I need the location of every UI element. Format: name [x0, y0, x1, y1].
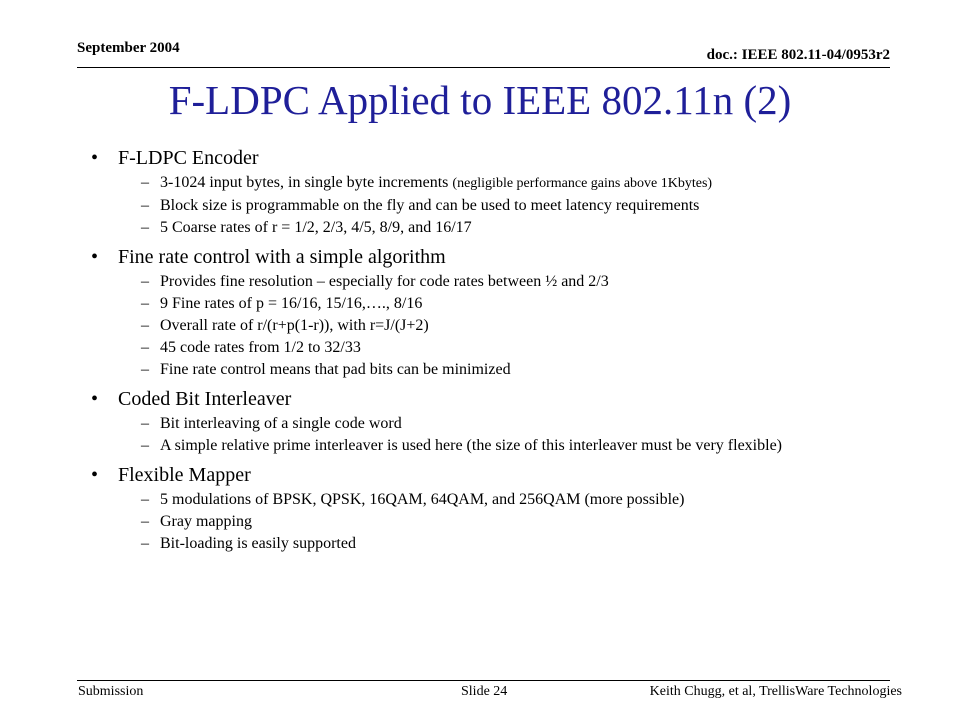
dash-icon: –	[141, 317, 149, 334]
section-fine-rate	[0, 245, 960, 269]
footer-submission: Submission	[78, 684, 144, 699]
list-item-text: 5 modulations of BPSK, QPSK, 16QAM, 64QAM, and 256QAM (more possible)	[160, 491, 685, 508]
list-item	[0, 361, 960, 379]
dash-icon: –	[141, 339, 149, 356]
bullet-icon: •	[91, 246, 99, 268]
section-label: F-LDPC Encoder	[118, 147, 259, 169]
section-label: Fine rate control with a simple algorithm	[118, 246, 446, 268]
list-item	[0, 174, 960, 193]
list-item-text: 45 code rates from 1/2 to 32/33	[160, 339, 361, 356]
bullet-icon: •	[91, 464, 99, 486]
dash-icon: –	[141, 535, 149, 552]
section-encoder	[0, 146, 960, 170]
list-item	[0, 295, 960, 313]
dash-icon: –	[141, 437, 149, 454]
list-item-text: Fine rate control means that pad bits can be minimized	[160, 361, 511, 378]
list-item-text: A simple relative prime interleaver is used here (the size of this interleaver must be very flexible)	[160, 437, 782, 454]
footer-slide-number: Slide 24	[461, 684, 508, 699]
list-item	[0, 197, 960, 215]
section-label: Flexible Mapper	[118, 464, 251, 486]
list-item	[0, 513, 960, 531]
slide-title: F-LDPC Applied to IEEE 802.11n (2)	[168, 77, 792, 123]
dash-icon: –	[141, 513, 149, 530]
dash-icon: –	[141, 415, 149, 432]
list-item	[0, 491, 960, 509]
bullet-icon: •	[91, 388, 99, 410]
list-item-text: Block size is programmable on the fly and can be used to meet latency requirements	[160, 197, 700, 214]
footer-rule	[77, 680, 890, 681]
dash-icon: –	[141, 273, 149, 290]
section-mapper	[0, 463, 960, 487]
dash-icon: –	[141, 295, 149, 312]
dash-icon: –	[141, 361, 149, 378]
section-label: Coded Bit Interleaver	[118, 388, 292, 410]
list-item-text: Bit-loading is easily supported	[160, 535, 356, 552]
list-item	[0, 273, 960, 291]
list-item	[0, 535, 960, 553]
dash-icon: –	[141, 197, 149, 214]
section-interleaver	[0, 387, 960, 411]
list-item-text: 3-1024 input bytes, in single byte increments	[160, 174, 453, 191]
dash-icon: –	[141, 174, 149, 191]
list-item-text: 5 Coarse rates of r = 1/2, 2/3, 4/5, 8/9, and 16/17	[160, 219, 472, 236]
bullet-icon: •	[91, 147, 99, 169]
list-item	[0, 415, 960, 433]
header-date: September 2004	[77, 40, 180, 56]
list-item-text: Gray mapping	[160, 513, 252, 530]
footer-authors: Keith Chugg, et al, TrellisWare Technologies	[649, 684, 902, 699]
list-item	[0, 437, 960, 455]
list-item	[0, 317, 960, 335]
header-rule	[77, 67, 890, 68]
list-item-text: Bit interleaving of a single code word	[160, 415, 402, 432]
list-item-text: Overall rate of r/(r+p(1-r)), with r=J/(J+2)	[160, 317, 429, 334]
list-item	[0, 219, 960, 237]
list-item-text: Provides fine resolution – especially for code rates between ½ and 2/3	[160, 273, 609, 290]
list-item-note: (negligible performance gains above 1Kbytes)	[452, 176, 713, 191]
list-item-text: 9 Fine rates of p = 16/16, 15/16,…., 8/16	[160, 295, 423, 312]
header-doc-id: doc.: IEEE 802.11-04/0953r2	[706, 47, 890, 63]
list-item	[0, 339, 960, 357]
slide-body	[0, 146, 960, 553]
dash-icon: –	[141, 219, 149, 236]
dash-icon: –	[141, 491, 149, 508]
